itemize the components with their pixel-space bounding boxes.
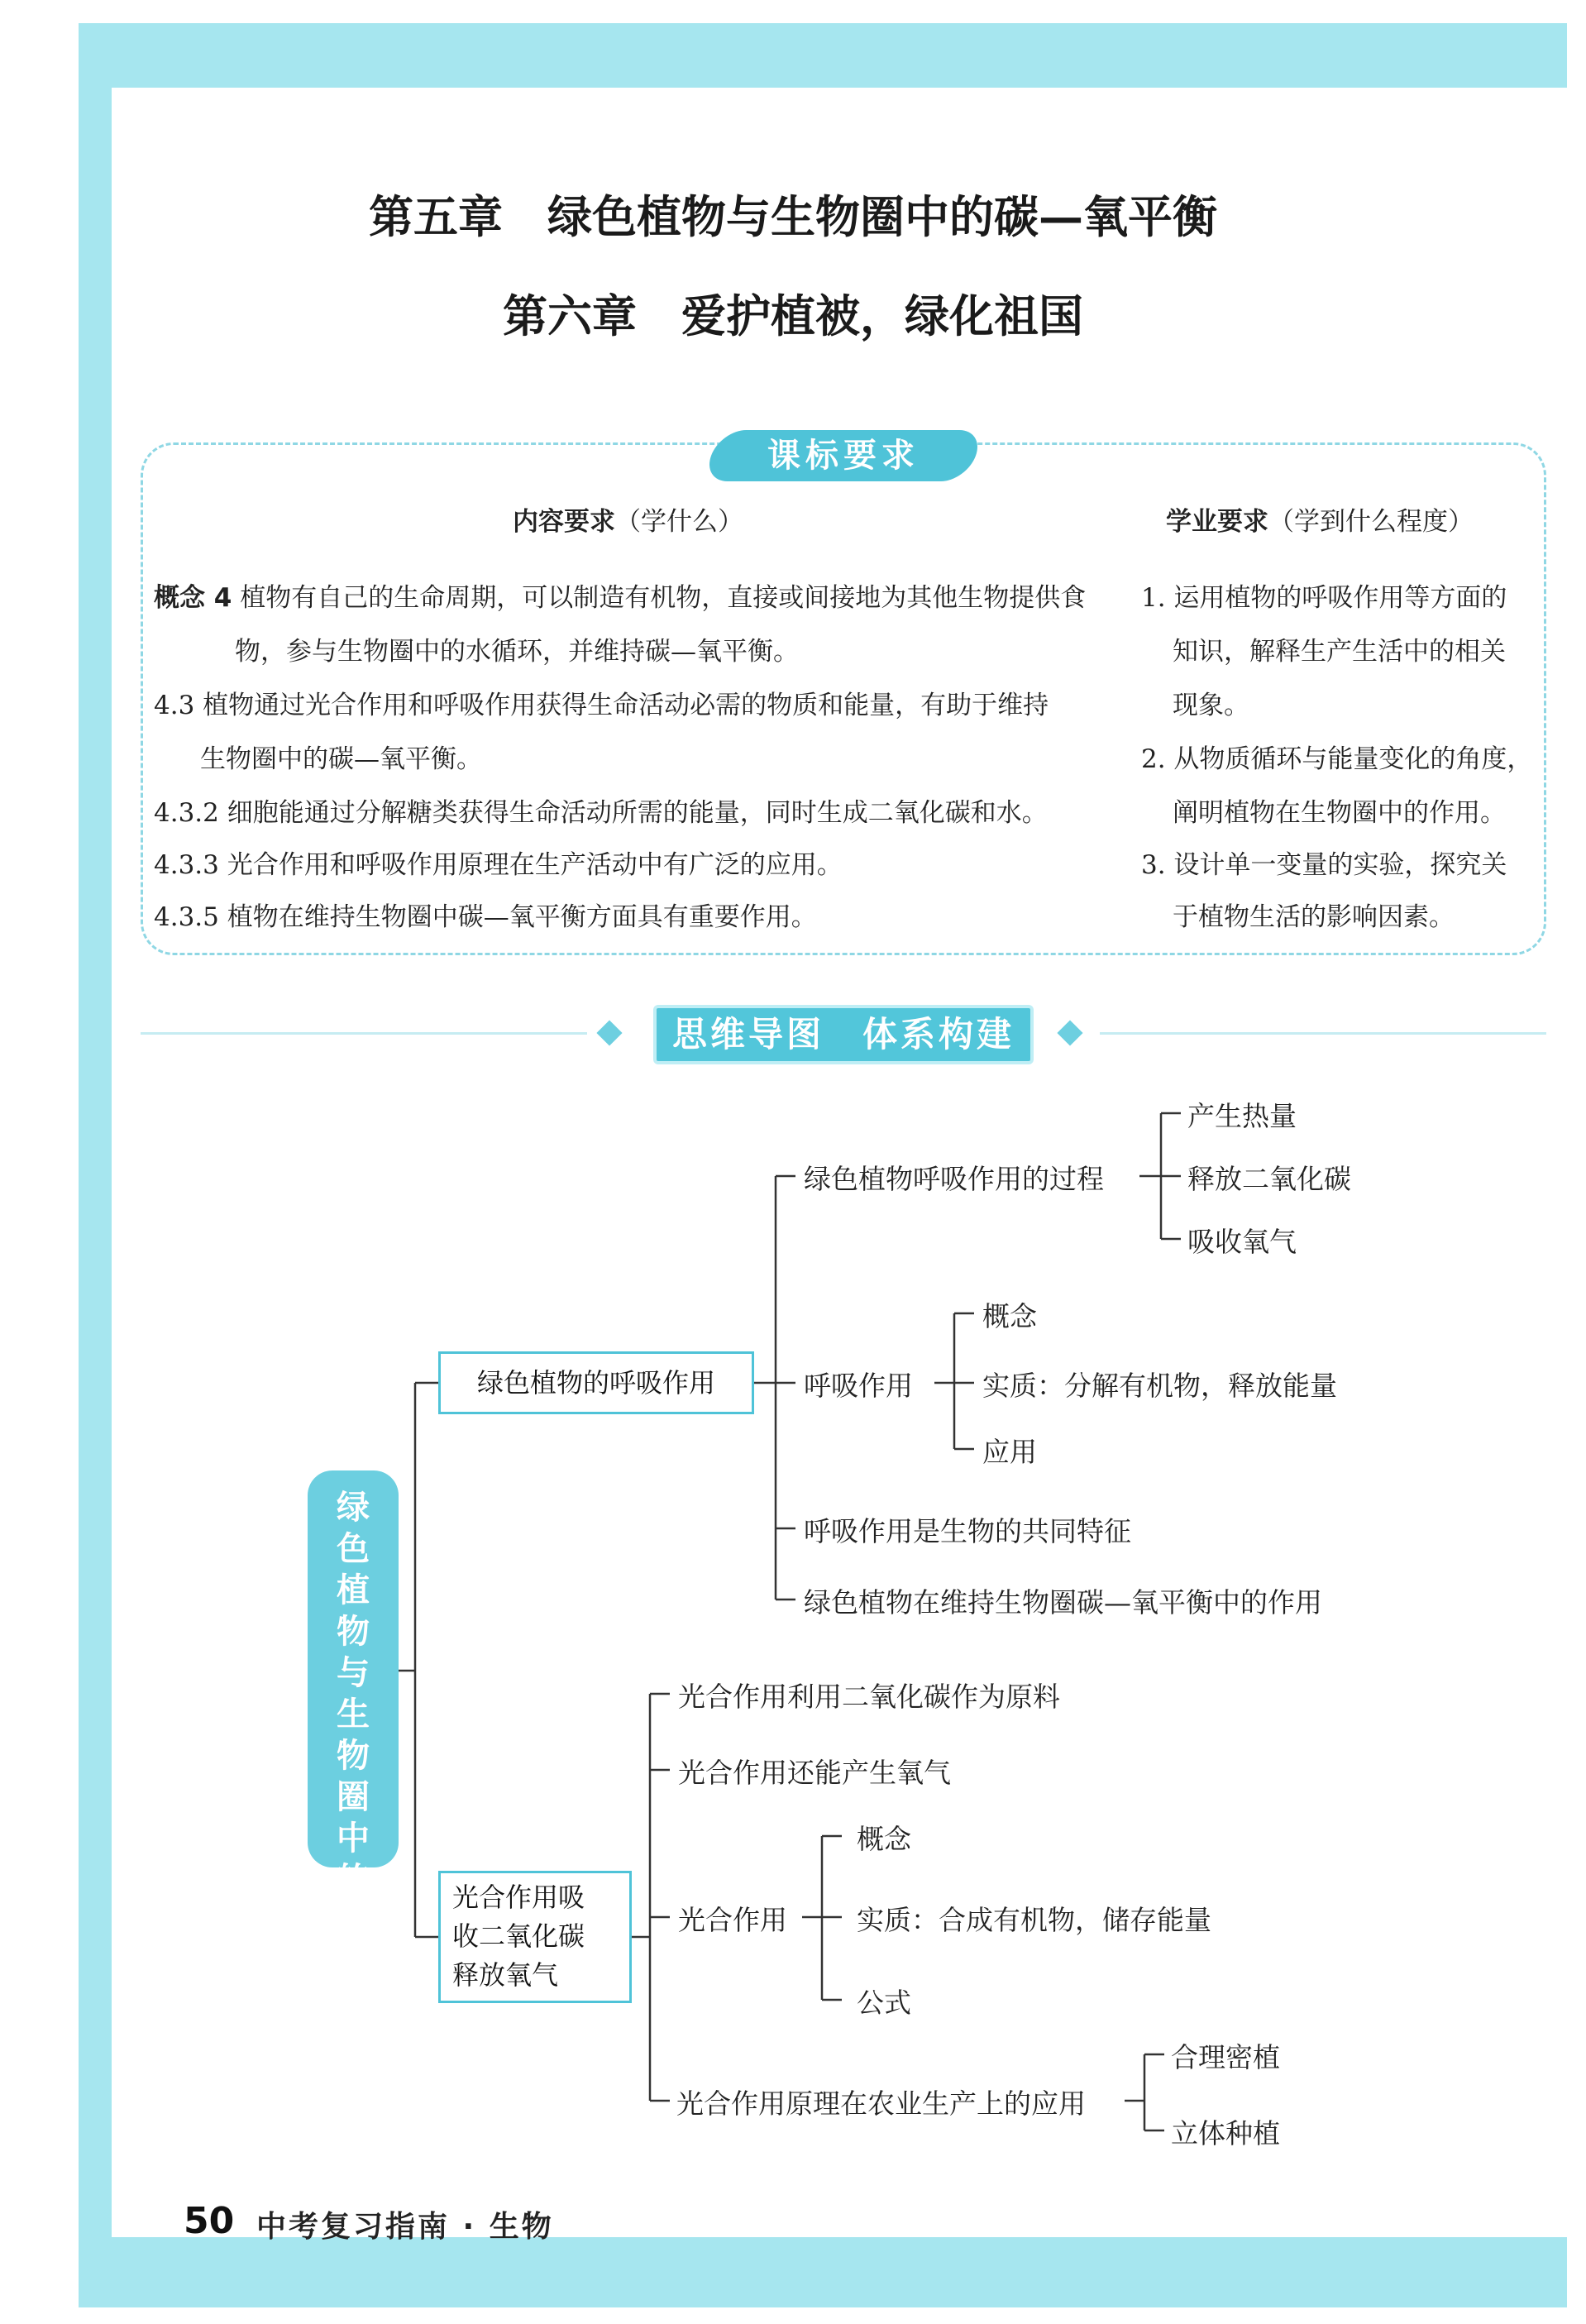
photo-node-line1: 光合作用吸	[452, 1882, 585, 1913]
req-2-line2: 阐明植物在生物圈中的作用。	[1173, 798, 1506, 828]
resp-co2: 释放二氧化碳	[1187, 1163, 1351, 1195]
photosynthesis-node	[438, 1871, 632, 2003]
content-req-heading: 内容要求（学什么）	[513, 507, 743, 537]
item-4-3-5: 4.3.5 植物在维持生物圈中碳—氧平衡方面具有重要作用。	[154, 902, 817, 932]
req-1-line2: 知识，解释生产生活中的相关	[1173, 637, 1506, 667]
resp-use: 应用	[982, 1436, 1037, 1468]
resp-concept: 概念	[982, 1300, 1037, 1332]
item-4-3-line1: 4.3 植物通过光合作用和呼吸作用获得生命活动必需的物质和能量，有助于维持	[154, 691, 1049, 720]
item-4-3-3: 4.3.3 光合作用和呼吸作用原理在生产活动中有广泛的应用。	[154, 850, 843, 880]
respiration-node: 绿色植物的呼吸作用	[438, 1351, 754, 1414]
item-4-3-line2: 生物圈中的碳—氧平衡。	[200, 744, 482, 774]
photo-raw-material: 光合作用利用二氧化碳作为原料	[678, 1681, 1060, 1713]
resp-common: 呼吸作用是生物的共同特征	[804, 1515, 1131, 1547]
req-2-line1: 2. 从物质循环与能量变化的角度，	[1141, 744, 1533, 774]
resp-o2: 吸收氧气	[1187, 1226, 1297, 1258]
photo-formula: 公式	[857, 1987, 911, 2019]
photo-agri-application: 光合作用原理在农业生产上的应用	[676, 2087, 1086, 2120]
photo-node-line3: 释放氧气	[452, 1959, 559, 1991]
resp-balance: 绿色植物在维持生物圈碳—氧平衡中的作用	[804, 1586, 1322, 1619]
book-title: 中考复习指南 · 生物	[256, 2210, 554, 2244]
mindmap-root: 绿色植物与生物圈中的碳—氧平衡	[337, 1489, 370, 2106]
resp-label: 呼吸作用	[804, 1370, 913, 1402]
resp-heat: 产生热量	[1187, 1100, 1297, 1132]
req-3-line2: 于植物生活的影响因素。	[1173, 902, 1455, 932]
req-1-line1: 1. 运用植物的呼吸作用等方面的	[1141, 583, 1507, 613]
photo-essence: 实质：合成有机物，储存能量	[857, 1904, 1211, 1936]
chapter-5-title: 第五章 绿色植物与生物圈中的碳—氧平衡	[369, 190, 1217, 243]
concept-4-line2: 物，参与生物圈中的水循环，并维持碳—氧平衡。	[235, 637, 799, 667]
academic-req-heading: 学业要求（学到什么程度）	[1166, 507, 1474, 537]
photo-node-line2: 收二氧化碳	[452, 1920, 585, 1952]
photo-concept: 概念	[857, 1823, 911, 1855]
photo-label: 光合作用	[678, 1904, 787, 1936]
resp-essence: 实质：分解有机物，释放能量	[982, 1370, 1337, 1402]
concept-4-line1: 概念 4 植物有自己的生命周期，可以制造有机物，直接或间接地为其他生物提供食	[154, 583, 1087, 613]
page-number: 50	[184, 2200, 235, 2242]
resp-process: 绿色植物呼吸作用的过程	[804, 1163, 1104, 1195]
req-1-line3: 现象。	[1173, 691, 1249, 720]
req-3-line1: 3. 设计单一变量的实验，探究关	[1141, 850, 1507, 880]
standards-banner: 课标要求	[767, 437, 920, 475]
chapter-6-title: 第六章 爱护植被，绿化祖国	[503, 289, 1083, 342]
mindmap-banner: 思维导图 体系构建	[671, 1014, 1015, 1054]
photo-3d-planting: 立体种植	[1171, 2117, 1280, 2149]
photo-dense-planting: 合理密植	[1171, 2041, 1280, 2073]
item-4-3-2: 4.3.2 细胞能通过分解糖类获得生命活动所需的能量，同时生成二氧化碳和水。	[154, 798, 1048, 828]
photo-oxygen: 光合作用还能产生氧气	[678, 1757, 951, 1789]
